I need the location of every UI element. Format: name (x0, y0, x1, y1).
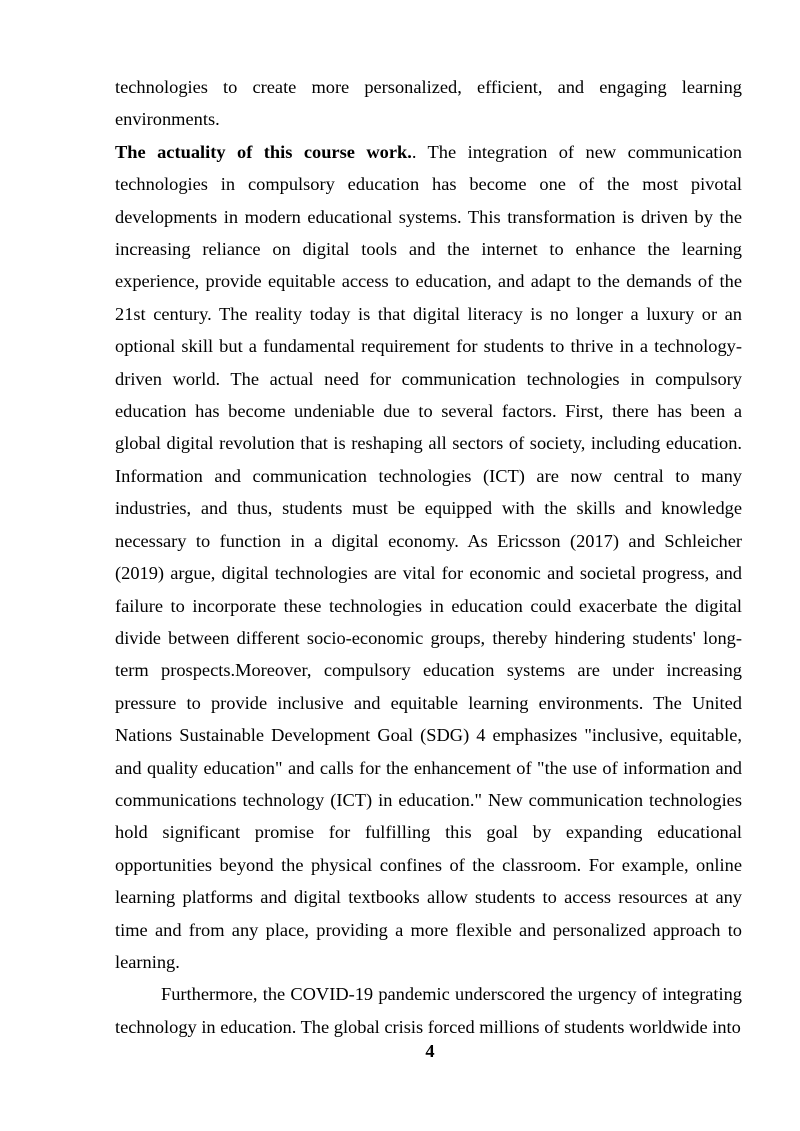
paragraph-continuation: technologies to create more personalized, efficient, and engaging learning environments. (115, 77, 742, 130)
body-text (115, 71, 742, 1043)
section-heading: The actuality of this course work. (115, 141, 412, 162)
paragraph-covid: Furthermore, the COVID-19 pandemic underscored the urgency of integrating technology in education. The global crisis forced millions of students worldwide into (115, 984, 742, 1037)
paragraph-actuality-body: . The integration of new communication technologies in compulsory education has become one of the most pivotal developments in modern educational systems. This transformation is driven by the increasing reliance on digital tools and the internet to enhance the learning experience, provide equitable access to education, and adapt to the demands of the 21st century. The reality today is that digital literacy is no longer a luxury or an optional skill but a fundamental requirement for students to thrive in a technology-driven world. The actual need for communication technologies in compulsory education has become undeniable due to several factors. First, there has been a global digital revolution that is reshaping all sectors of society, including education. Information and communication technologies (ICT) are now central to many industries, and thus, students must be equipped with the skills and knowledge necessary to function in a digital economy. As Ericsson (2017) and Schleicher (2019) argue, digital technologies are vital for economic and societal progress, and failure to incorporate these technologies in education could exacerbate the digital divide between different socio-economic groups, thereby hindering students' long-term prospects.Moreover, compulsory education systems are under increasing pressure to provide inclusive and equitable learning environments. The United Nations Sustainable Development Goal (SDG) 4 emphasizes "inclusive, equitable, and quality education" and calls for the enhancement of "the use of information and communications technology (ICT) in education." New communication technologies hold significant promise for fulfilling this goal by expanding educational opportunities beyond the physical confines of the classroom. For example, online learning platforms and digital textbooks allow students to access resources at any time and from any place, providing a more flexible and personalized approach to learning. (115, 141, 742, 972)
page-number: 4 (425, 1041, 435, 1061)
paragraph-actuality (115, 136, 742, 979)
